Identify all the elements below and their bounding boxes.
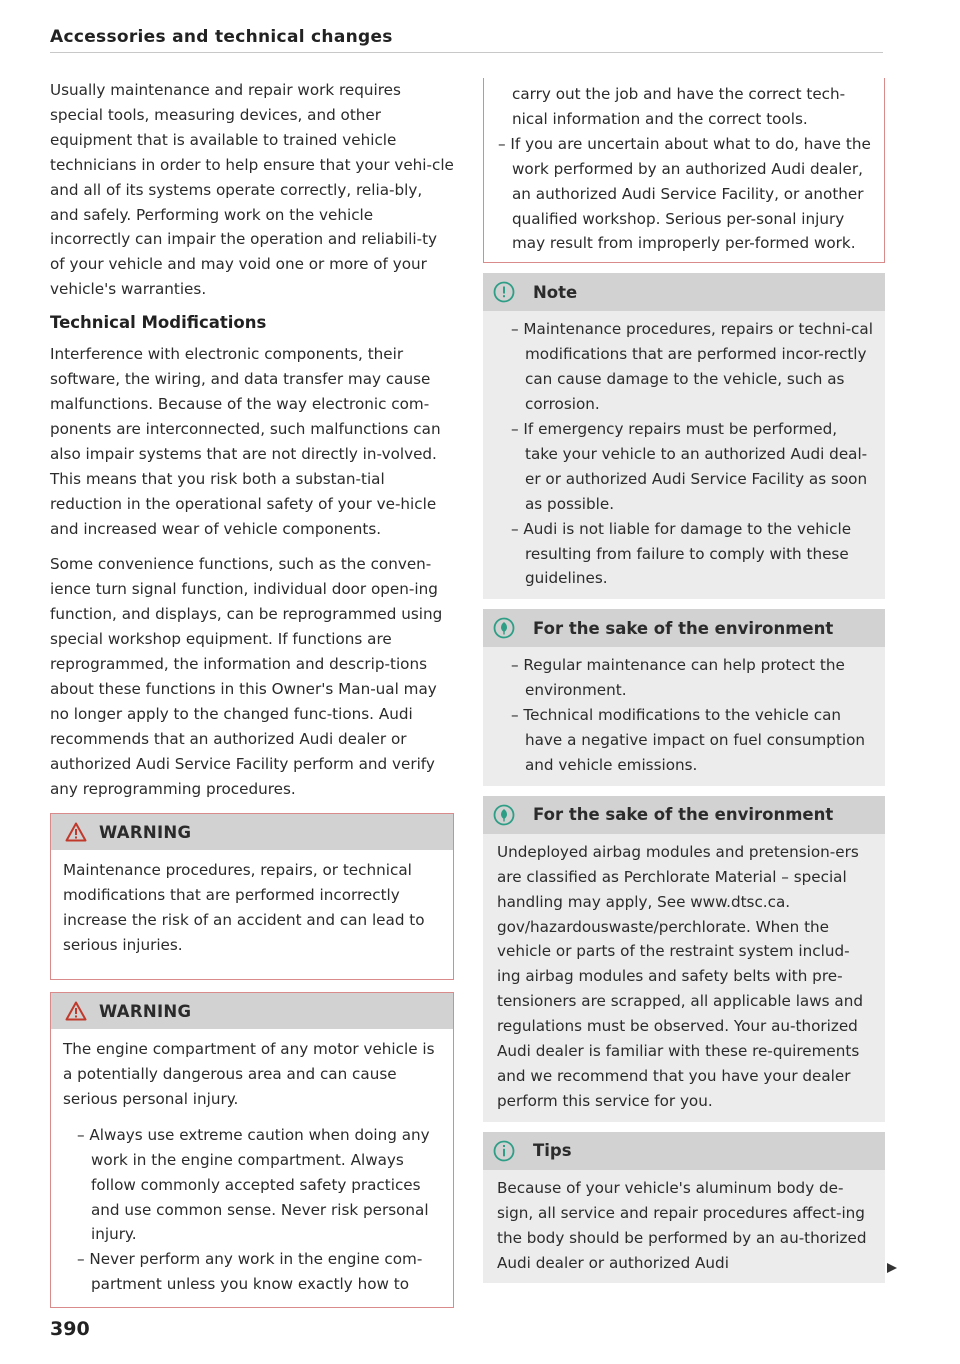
left-column [50,78,454,1308]
warning-triangle-icon [65,822,87,842]
reprogramming-paragraph: Some convenience functions, such as the conven-ience turn signal function, individual door open-ing function, and displays, can be reprogrammed using special workshop equipment. If functions are reprogrammed, the information and descrip-tions about these functions in this Owner's Man-ual may no longer apply to the changed func-tions. Audi recommends that an authorized Audi dealer or authorized Audi Service Facility perform and verify any reprogramming procedures. [50,555,443,798]
environment-box-perchlorate [483,796,885,1122]
section-title: Accessories and technical changes [50,27,393,47]
warning-title: WARNING [99,822,192,842]
exclamation-circle-icon [493,281,515,303]
warning-triangle-icon [65,1001,87,1021]
environment-body: Undeployed airbag modules and pretension-ers are classified as Perchlorate Material – special handling may apply, See www.dtsc.ca. gov/hazardouswaste/perchlorate. When the vehicle or parts of the restraint system includ-ing airbag modules and safety belts with pre-tensioners are scrapped, all applicable laws and regulations must be observed. Your au-thorized Audi dealer is familiar with these re-quirements and we recommend that you have your dealer perform this service for you. [497,842,863,1110]
warning-box-engine [50,992,454,1308]
header-divider [50,52,883,53]
environment-title: For the sake of the environment [533,618,834,638]
list-item: – Always use extreme caution when doing any work in the engine compartment. Always follow commonly accepted safety practices and use common sense. Never risk personal injury. [77,1125,430,1244]
warning-box-repairs [50,813,454,980]
tips-title: Tips [533,1141,572,1161]
leaf-circle-icon [493,804,515,826]
environment-box-maintenance [483,609,885,786]
environment-header [483,796,885,834]
warning-title: WARNING [99,1001,192,1021]
list-item: – Never perform any work in the engine com-partment unless you know exactly how to [77,1250,423,1294]
warning-body: Maintenance procedures, repairs, or technical modifications that are performed incorrectly increase the risk of an accident and can lead to serious injuries. [63,861,425,955]
interference-paragraph: Interference with electronic components, their software, the wiring, and data transfer may cause malfunctions. Because of the way electronic com-ponents are interconnected, such malfunctions can also impair systems that are not directly in-volved. This means that you risk both a substan-tial reduction in the operational safety of your ve-hicle and increased wear of vehicle components. [50,345,441,538]
note-header [483,273,885,311]
list-item: – Maintenance procedures, repairs or techni-cal modifications that are performed incor-rectly can cause damage to the vehicle, such as corrosion. [511,320,873,414]
note-title: Note [533,282,578,302]
warning-header [51,814,453,850]
list-item: – If you are uncertain about what to do, have the work performed by an authorized Audi dealer, an authorized Audi Service Facility, or another qualified workshop. Serious per-sonal injury may result from improperly per-formed work. [498,134,871,253]
info-circle-icon [493,1140,515,1162]
continued-text: carry out the job and have the correct tech-nical information and the correct tools. [512,85,846,128]
tips-header [483,1132,885,1170]
list-item: – If emergency repairs must be performed, take your vehicle to an authorized Audi deal-er or authorized Audi Service Facility as soon as possible. [511,419,868,513]
tips-box [483,1132,885,1284]
warning-body: The engine compartment of any motor vehicle is a potentially dangerous area and can cause serious personal injury. [63,1040,435,1108]
environment-header [483,609,885,647]
intro-paragraph: Usually maintenance and repair work requires special tools, measuring devices, and other equipment that is available to trained vehicle technicians in order to help ensure that your vehi-cle and all of its systems operate correctly, relia-bly, and safely. Performing work on the vehicle incorrectly can impair the operation and reliabili-ty of your vehicle and may void one or more of your vehicle's warranties. [50,81,454,299]
leaf-circle-icon [493,617,515,639]
continue-arrow-icon [886,1262,898,1274]
warning-header [51,993,453,1029]
note-box [483,273,885,599]
warning-box-continued [483,78,885,263]
list-item: – Audi is not liable for damage to the vehicle resulting from failure to comply with these guidelines. [511,519,852,588]
right-column [483,78,885,1283]
list-item: – Technical modifications to the vehicle can have a negative impact on fuel consumption and vehicle emissions. [511,706,866,774]
page-number: 390 [50,1318,90,1340]
technical-modifications-heading: Technical Modifications [50,313,267,333]
environment-title: For the sake of the environment [533,805,834,825]
tips-body: Because of your vehicle's aluminum body de-sign, all service and repair procedures affect-ing the body should be performed by an au-thorized Audi dealer or authorized Audi [497,1178,867,1272]
list-item: – Regular maintenance can help protect the environment. [511,656,845,700]
